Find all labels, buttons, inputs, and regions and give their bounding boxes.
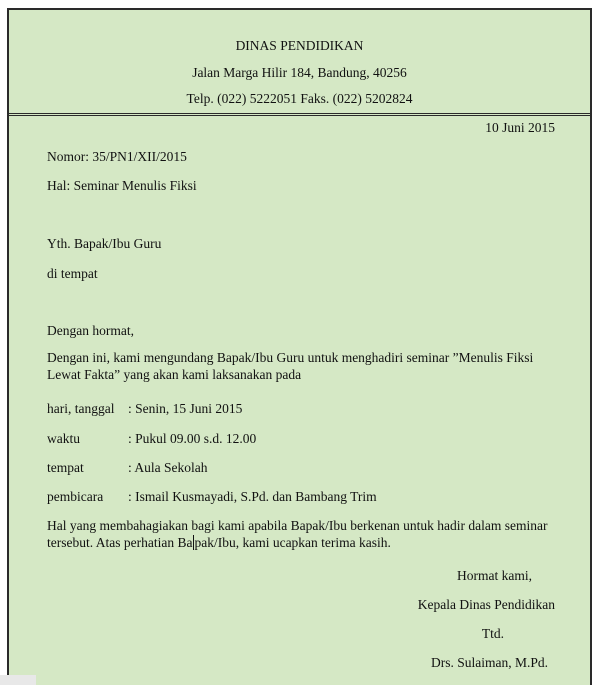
recipient-place: di tempat: [47, 266, 98, 281]
signature-position: Kepala Dinas Pendidikan: [417, 597, 555, 612]
signature-signed: Ttd.: [481, 626, 504, 641]
letter-page[interactable]: [7, 8, 592, 685]
letterhead-contact: Telp. (022) 5222051 Faks. (022) 5202824: [186, 91, 413, 106]
detail-value-place: : Aula Sekolah: [128, 460, 208, 475]
detail-value-time: : Pukul 09.00 s.d. 12.00: [128, 431, 257, 446]
letterhead-org: DINAS PENDIDIKAN: [235, 38, 364, 53]
recipient: Yth. Bapak/Ibu Guru: [47, 236, 162, 251]
letter-subject: Hal: Seminar Menulis Fiksi: [47, 178, 197, 193]
scrollbar-corner: [0, 675, 36, 685]
intro-paragraph: Dengan ini, kami mengundang Bapak/Ibu Guru untuk menghadiri seminar ”Menulis Fiksi Lewat Fakta” yang akan kami laksanakan pada: [47, 350, 534, 382]
detail-value-speaker: : Ismail Kusmayadi, S.Pd. dan Bambang Trim: [128, 489, 377, 504]
detail-label-place: tempat: [47, 460, 84, 475]
signature-name: Drs. Sulaiman, M.Pd.: [430, 655, 548, 670]
closing-paragraph: [47, 517, 567, 551]
closing-text-end: pak/Ibu, kami ucapkan terima kasih.: [194, 535, 391, 550]
letterhead: [9, 10, 590, 116]
letter-number: Nomor: 35/PN1/XII/2015: [47, 149, 187, 164]
detail-label-speaker: pembicara: [47, 489, 104, 504]
closing-text-start: Hal yang membahagiakan bagi kami apabila Bapak/Ibu berkenan untuk hadir dalam seminar tersebut. Atas perhatian Ba: [47, 518, 548, 550]
letter-date: 10 Juni 2015: [485, 120, 555, 135]
signature-regards: Hormat kami,: [457, 568, 532, 583]
detail-label-date: hari, tanggal: [47, 401, 115, 416]
detail-value-date: : Senin, 15 Juni 2015: [128, 401, 243, 416]
letterhead-address: Jalan Marga Hilir 184, Bandung, 40256: [192, 65, 407, 80]
greeting: Dengan hormat,: [47, 323, 134, 338]
detail-label-time: waktu: [47, 431, 80, 446]
